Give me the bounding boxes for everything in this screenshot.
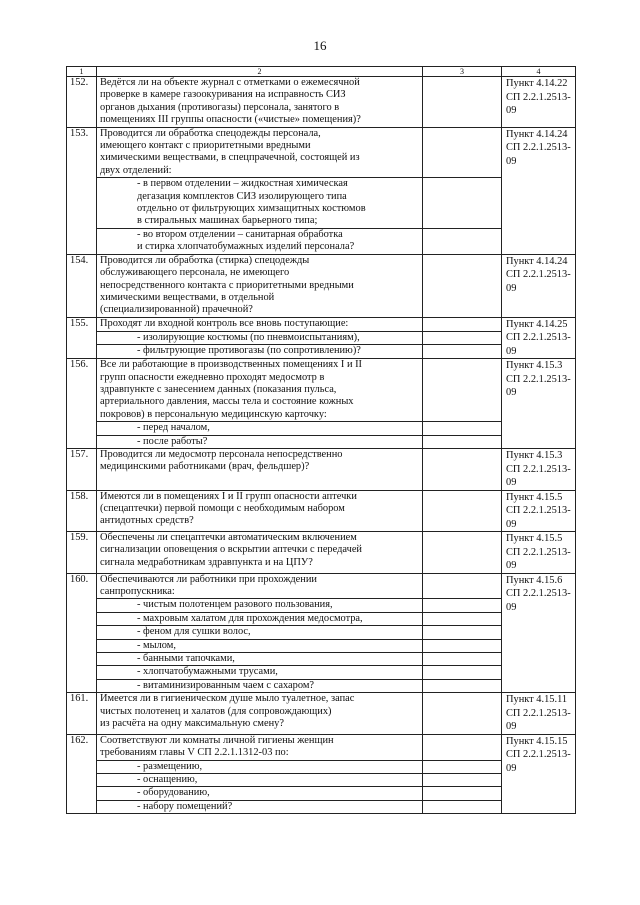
answer-cell[interactable]	[423, 345, 502, 359]
text-line: Имеется ли в гигиеническом душе мыло туалетное, запас	[100, 693, 355, 705]
answer-cell[interactable]	[423, 422, 502, 435]
checklist-table	[66, 66, 576, 814]
text-line: Все ли работающие в производственных помещениях I и II	[100, 359, 363, 371]
table-row	[67, 532, 576, 574]
reference-cell	[502, 490, 576, 532]
table-row	[67, 800, 576, 813]
answer-cell[interactable]	[423, 800, 502, 813]
answer-cell[interactable]	[423, 693, 502, 735]
reference-line: СП 2.2.1.2513-09	[506, 269, 571, 294]
reference-cell	[502, 359, 576, 449]
table-row	[67, 449, 576, 491]
text-line: в стиральных машинах барьерного типа;	[137, 215, 318, 227]
text-line: проверке в камере газоокуривания на исправность СИЗ	[100, 89, 346, 101]
text-line: - фильтрующие противогазы (по сопротивлению)?	[137, 345, 361, 357]
sub-item-text	[97, 422, 423, 435]
item-number: 155.	[67, 317, 97, 359]
text-line: сигнала медработникам здравпункта и на ЦПУ?	[100, 556, 313, 568]
reference-line: Пункт 4.15.15	[506, 735, 568, 747]
table-row	[67, 666, 576, 679]
answer-cell[interactable]	[423, 760, 502, 773]
text-line: - феном для сушки волос,	[137, 626, 251, 638]
table-row	[67, 490, 576, 532]
table-row	[67, 626, 576, 639]
text-line: (спецаптечки) первой помощи с необходимым набором	[100, 502, 345, 514]
text-line: медицинскими работниками (врач, фельдшер)?	[100, 461, 310, 473]
reference-line: Пункт 4.15.3	[506, 360, 563, 372]
answer-cell[interactable]	[423, 127, 502, 178]
text-line: - банными тапочками,	[137, 653, 235, 664]
table-row	[67, 693, 576, 735]
table-row	[67, 127, 576, 178]
text-line: - набору помещений?	[137, 800, 233, 812]
text-line: групп опасности ежедневно проходят медосмотр в	[100, 371, 325, 383]
question-text	[97, 359, 423, 422]
text-line: покровов) в персональную медицинскую карточку:	[100, 408, 327, 420]
table-row	[67, 331, 576, 345]
text-line: Проводится ли обработка спецодежды персонала,	[100, 127, 321, 139]
text-line: и стирка хлопчатобумажных изделий персонала?	[137, 241, 355, 253]
sub-item-text	[97, 178, 423, 229]
table-row	[67, 653, 576, 666]
reference-cell	[502, 77, 576, 128]
item-number: 153.	[67, 127, 97, 254]
reference-line: Пункт 4.14.25	[506, 318, 568, 330]
text-line: помещениях III группы опасности («чистые» помещения)?	[100, 114, 361, 126]
text-line: - изолирующие костюмы (по пневмоиспытаниям),	[137, 331, 360, 343]
page-number: 16	[313, 38, 327, 53]
table-row	[67, 787, 576, 800]
reference-cell	[502, 317, 576, 359]
table-row	[67, 317, 576, 331]
reference-cell	[502, 127, 576, 254]
text-line: обслуживающего персонала, не имеющего	[100, 267, 290, 279]
text-line: имеющего контакт с приоритетными вредными	[100, 140, 311, 152]
sub-item-text	[97, 773, 423, 786]
sub-item-text	[97, 787, 423, 800]
sub-item-text	[97, 760, 423, 773]
text-line: химическими веществами, в отдельной	[100, 291, 275, 303]
question-text	[97, 254, 423, 317]
question-text	[97, 317, 423, 331]
text-line: химическими веществами, в спецпрачечной, состоящей из	[100, 152, 360, 164]
sub-item-text	[97, 800, 423, 813]
text-line: здравпункте с занесением данных (показания пульса,	[100, 384, 337, 396]
column-header-num: 1	[67, 67, 97, 77]
answer-cell[interactable]	[423, 435, 502, 448]
text-line: непосредственного контакта с приоритетными вредными	[100, 279, 354, 291]
sub-item-text	[97, 599, 423, 612]
text-line: - оснащению,	[137, 773, 198, 785]
sub-item-text	[97, 666, 423, 679]
reference-line: СП 2.2.1.2513-09	[506, 142, 571, 167]
sub-item-text	[97, 639, 423, 652]
sub-item-text	[97, 612, 423, 625]
text-line: Обеспечены ли спецаптечки автоматическим включением	[100, 532, 357, 544]
reference-cell	[502, 573, 576, 693]
table-row	[67, 178, 576, 229]
question-text	[97, 573, 423, 599]
item-number: 162.	[67, 734, 97, 813]
sub-item-text	[97, 653, 423, 666]
table-row	[67, 254, 576, 317]
reference-line: Пункт 4.14.24	[506, 128, 568, 140]
answer-cell[interactable]	[423, 666, 502, 679]
sub-item-text	[97, 345, 423, 359]
text-line: сигнализации оповещения о вскрытии аптечки с передачей	[100, 544, 362, 556]
answer-cell[interactable]	[423, 734, 502, 760]
answer-cell[interactable]	[423, 331, 502, 345]
answer-cell[interactable]	[423, 254, 502, 317]
text-line: Проводится ли обработка (стирка) спецодежды	[100, 254, 310, 266]
reference-line: СП 2.2.1.2513-09	[506, 373, 571, 399]
table-row	[67, 599, 576, 612]
text-line: - размещению,	[137, 760, 203, 772]
text-line: Проводится ли медосмотр персонала непосредственно	[100, 449, 343, 461]
reference-line: СП 2.2.1.2513-09	[506, 463, 571, 489]
text-line: Ведётся ли на объекте журнал с отметками о ежемесячной	[100, 77, 360, 88]
reference-line: Пункт 4.14.24	[506, 255, 568, 267]
item-number: 158.	[67, 490, 97, 532]
text-line: двух отделений:	[100, 164, 172, 176]
text-line: - чистым полотенцем разового пользования,	[137, 599, 333, 611]
text-line: - в первом отделении – жидкостная химическая	[137, 178, 348, 190]
text-line: артериального давления, массы тела и состояние кожных	[100, 396, 354, 408]
text-line: Соответствуют ли комнаты личной гигиены женщин	[100, 734, 334, 746]
reference-line: Пункт 4.15.3	[506, 450, 563, 462]
question-text	[97, 449, 423, 491]
text-line: - после работы?	[137, 435, 208, 447]
reference-cell	[502, 254, 576, 317]
reference-line: СП 2.2.1.2513-09	[506, 505, 571, 530]
item-number: 157.	[67, 449, 97, 491]
checklist-body	[67, 67, 576, 814]
answer-cell[interactable]	[423, 626, 502, 639]
answer-cell[interactable]	[423, 679, 502, 692]
text-line: дегазация комплектов СИЗ изолирующего типа	[137, 190, 347, 202]
reference-line: СП 2.2.1.2513-09	[506, 546, 571, 572]
answer-cell[interactable]	[423, 532, 502, 574]
reference-line: СП 2.2.1.2513-09	[506, 749, 571, 774]
table-row	[67, 422, 576, 435]
text-line: Имеются ли в помещениях I и II групп опасности аптечки	[100, 490, 357, 502]
answer-cell[interactable]	[423, 490, 502, 532]
sub-item-text	[97, 228, 423, 254]
answer-cell[interactable]	[423, 449, 502, 491]
text-line: - мылом,	[137, 639, 176, 651]
reference-cell	[502, 693, 576, 735]
sub-item-text	[97, 626, 423, 639]
table-row	[67, 612, 576, 625]
answer-cell[interactable]	[423, 787, 502, 800]
reference-line: Пункт 4.15.5	[506, 491, 563, 503]
table-row	[67, 359, 576, 422]
text-line: Проходят ли входной контроль все вновь поступающие:	[100, 317, 349, 329]
question-text	[97, 693, 423, 735]
item-number: 156.	[67, 359, 97, 449]
answer-cell[interactable]	[423, 599, 502, 612]
table-row	[67, 679, 576, 692]
item-number: 159.	[67, 532, 97, 574]
item-number: 154.	[67, 254, 97, 317]
reference-line: Пункт 4.15.11	[506, 694, 568, 706]
answer-cell[interactable]	[423, 653, 502, 666]
question-text	[97, 532, 423, 574]
table-row	[67, 573, 576, 599]
reference-line: СП 2.2.1.2513-09	[506, 91, 571, 116]
item-number: 161.	[67, 693, 97, 735]
answer-cell[interactable]	[423, 178, 502, 229]
answer-cell[interactable]	[423, 773, 502, 786]
text-line: - хлопчатобумажными трусами,	[137, 666, 278, 678]
text-line: санпропускника:	[100, 585, 175, 597]
table-row	[67, 228, 576, 254]
reference-cell	[502, 734, 576, 813]
text-line: органов дыхания (противогазы) персонала, занятого в	[100, 101, 340, 113]
item-number: 160.	[67, 573, 97, 693]
answer-cell[interactable]	[423, 228, 502, 254]
answer-cell[interactable]	[423, 359, 502, 422]
answer-cell[interactable]	[423, 77, 502, 128]
reference-cell	[502, 532, 576, 574]
table-row	[67, 639, 576, 652]
sub-item-text	[97, 331, 423, 345]
text-line: (специализированной) прачечной?	[100, 304, 253, 316]
question-text	[97, 734, 423, 760]
reference-line: СП 2.2.1.2513-09	[506, 707, 571, 733]
reference-line: СП 2.2.1.2513-09	[506, 332, 571, 357]
table-row	[67, 435, 576, 448]
table-row	[67, 345, 576, 359]
column-header-reference: 4	[502, 67, 576, 77]
column-header-row	[67, 67, 576, 77]
reference-line: Пункт 4.15.6	[506, 574, 563, 586]
text-line: антидотных средств?	[100, 515, 194, 527]
question-text	[97, 127, 423, 178]
text-line: - перед началом,	[137, 422, 210, 434]
answer-cell[interactable]	[423, 612, 502, 625]
text-line: чистых полотенец и халатов (для сопровождающих)	[100, 705, 332, 717]
answer-cell[interactable]	[423, 573, 502, 599]
question-text	[97, 77, 423, 128]
column-header-question: 2	[97, 67, 423, 77]
text-line: - махровым халатом для прохождения медосмотра,	[137, 612, 363, 624]
reference-line: Пункт 4.15.5	[506, 533, 563, 545]
text-line: - во втором отделении – санитарная обработка	[137, 228, 343, 240]
text-line: - оборудованию,	[137, 787, 210, 799]
table-row	[67, 760, 576, 773]
text-line: из расчёта на одну максимальную смену?	[100, 718, 284, 730]
sub-item-text	[97, 679, 423, 692]
text-line: отдельно от фильтрующих химзащитных костюмов	[137, 203, 366, 215]
answer-cell[interactable]	[423, 317, 502, 331]
column-header-answer: 3	[423, 67, 502, 77]
reference-cell	[502, 449, 576, 491]
question-text	[97, 490, 423, 532]
table-row	[67, 77, 576, 128]
table-row	[67, 734, 576, 760]
text-line: - витаминизированным чаем с сахаром?	[137, 679, 315, 691]
table-row	[67, 773, 576, 786]
reference-line: СП 2.2.1.2513-09	[506, 588, 571, 613]
text-line: требованиям главы V СП 2.2.1.1312-03 по:	[100, 747, 289, 759]
reference-line: Пункт 4.14.22	[506, 78, 568, 89]
sub-item-text	[97, 435, 423, 448]
item-number: 152.	[67, 77, 97, 128]
text-line: Обеспечиваются ли работники при прохождении	[100, 573, 317, 585]
answer-cell[interactable]	[423, 639, 502, 652]
